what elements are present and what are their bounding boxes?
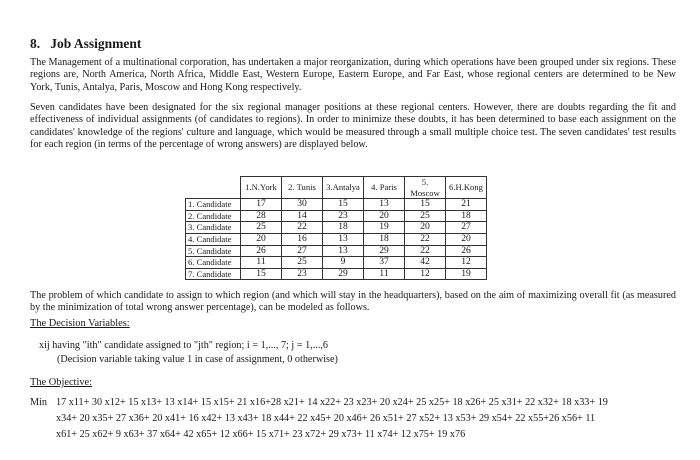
objective-min-label: Min: [30, 397, 47, 408]
intro-paragraph: The Management of a multinational corporation, has undertaken a major reorganization, during which operations have been grouped under six regions. These regions are, North America, North Africa, Middle East, Western Europe, Eastern Europe, and Far East, whose regional centers are determined to be New York, Tunis, Antalya, Paris, Moscow and Hong Kong respectively.: [30, 57, 676, 93]
row-label: 6. Candidate: [186, 257, 241, 269]
table-cell: 22: [405, 233, 446, 245]
table-cell: 13: [323, 245, 364, 257]
row-label: 5. Candidate: [186, 245, 241, 257]
table-cell: 19: [364, 222, 405, 234]
table-cell: 14: [282, 210, 323, 222]
table-cell: 15: [405, 199, 446, 211]
column-header: 5. Moscow: [405, 177, 446, 199]
row-label: 4. Candidate: [186, 233, 241, 245]
table-row: [186, 210, 487, 222]
decision-variables-heading: The Decision Variables:: [30, 318, 130, 329]
table-row: [186, 268, 487, 280]
decision-variable-definition: xij having "ith" candidate assigned to "jth" region; i = 1,..., 7; j = 1,...,6: [39, 340, 329, 351]
column-header: 3.Antalya: [323, 177, 364, 199]
table-corner: [186, 177, 241, 199]
row-label: 2. Candidate: [186, 210, 241, 222]
table-cell: 20: [241, 233, 282, 245]
table-cell: 28: [241, 210, 282, 222]
table-row: [186, 245, 487, 257]
table-cell: 19: [446, 268, 487, 280]
table-cell: 27: [446, 222, 487, 234]
table-cell: 20: [364, 210, 405, 222]
decision-variable-note: (Decision variable taking value 1 in case of assignment, 0 otherwise): [57, 354, 338, 365]
table-cell: 22: [282, 222, 323, 234]
table-cell: 20: [405, 222, 446, 234]
table-cell: 11: [241, 257, 282, 269]
table-cell: 23: [282, 268, 323, 280]
column-header: 2. Tunis: [282, 177, 323, 199]
table-cell: 25: [282, 257, 323, 269]
table-cell: 13: [323, 233, 364, 245]
row-label: 1. Candidate: [186, 199, 241, 211]
table-cell: 15: [241, 268, 282, 280]
table-row: [186, 222, 487, 234]
table-cell: 11: [364, 268, 405, 280]
table-cell: 17: [241, 199, 282, 211]
model-paragraph: The problem of which candidate to assign to which region (and which will stay in the headquarters), based on the aim of maximizing overall fit (as measured by the minimization of total wrong answer percentage), can be modeled as follows.: [30, 290, 676, 314]
objective-line-3: x61+ 25 x62+ 9 x63+ 37 x64+ 42 x65+ 12 x66+ 15 x71+ 23 x72+ 29 x73+ 11 x74+ 12 x75+ 19 x76: [56, 429, 466, 440]
table-cell: 21: [446, 199, 487, 211]
table-cell: 18: [364, 233, 405, 245]
section-number: 8.: [30, 36, 41, 51]
table-cell: 37: [364, 257, 405, 269]
test-results-table: [185, 176, 487, 280]
row-label: 7. Candidate: [186, 268, 241, 280]
table-cell: 12: [405, 268, 446, 280]
table-cell: 25: [405, 210, 446, 222]
objective-line-2: x34+ 20 x35+ 27 x36+ 20 x41+ 16 x42+ 13 x43+ 18 x44+ 22 x45+ 20 x46+ 26 x51+ 27 x52+ 13 x53+ 29 x54+ 22 x55+26 x56+ 11: [56, 413, 596, 424]
table-cell: 29: [364, 245, 405, 257]
table-cell: 26: [241, 245, 282, 257]
table-header-row: [186, 177, 487, 199]
table-cell: 29: [323, 268, 364, 280]
table-cell: 16: [282, 233, 323, 245]
table-cell: 13: [364, 199, 405, 211]
table-row: [186, 257, 487, 269]
objective-heading: The Objective:: [30, 377, 93, 388]
table-cell: 18: [323, 222, 364, 234]
table-row: [186, 233, 487, 245]
table-cell: 23: [323, 210, 364, 222]
table-row: [186, 199, 487, 211]
table-cell: 9: [323, 257, 364, 269]
column-header: 4. Paris: [364, 177, 405, 199]
table-cell: 18: [446, 210, 487, 222]
table-cell: 25: [241, 222, 282, 234]
table-cell: 12: [446, 257, 487, 269]
table-cell: 42: [405, 257, 446, 269]
table-cell: 26: [446, 245, 487, 257]
table-cell: 20: [446, 233, 487, 245]
section-heading: Job Assignment: [50, 36, 142, 51]
section-title: [30, 36, 141, 52]
row-label: 3. Candidate: [186, 222, 241, 234]
table-cell: 22: [405, 245, 446, 257]
column-header: 1.N.York: [241, 177, 282, 199]
objective-line-1: 17 x11+ 30 x12+ 15 x13+ 13 x14+ 15 x15+ 21 x16+28 x21+ 14 x22+ 23 x23+ 20 x24+ 25 x25+ 18 x26+ 25 x31+ 22 x32+ 18 x33+ 19: [56, 397, 608, 408]
table-cell: 15: [323, 199, 364, 211]
table-cell: 30: [282, 199, 323, 211]
candidates-paragraph: Seven candidates have been designated for the six regional manager positions at these regional centers. However, there are doubts regarding the fit and effectiveness of individual assignments (of candidates to regions). In order to minimize these doubts, it has been determined to base each assignment on the candidates' knowledge of the regions' culture and language, which would be measured through a small multiple choice test. The seven candidates' test results for each region (in terms of the percentage of wrong answers) are displayed below.: [30, 102, 676, 151]
table-cell: 27: [282, 245, 323, 257]
column-header: 6.H.Kong: [446, 177, 487, 199]
